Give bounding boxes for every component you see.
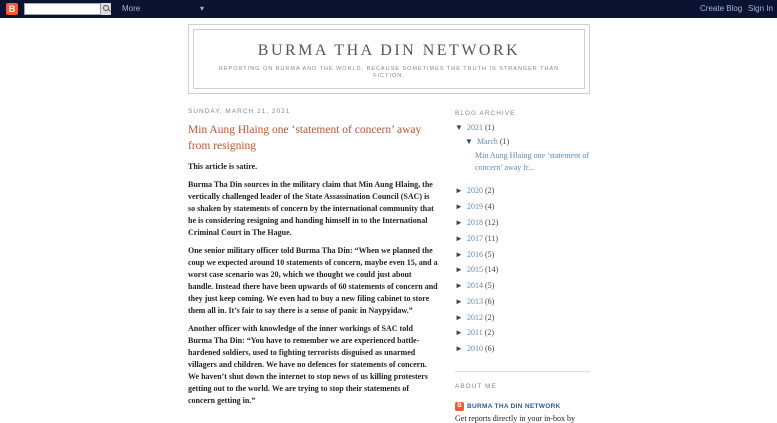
archive-count: (2) xyxy=(485,186,495,195)
archive-post-link[interactable]: Min Aung Hlaing one ‘statement of concern’ away fr... xyxy=(475,151,589,172)
blogger-profile-icon[interactable]: B xyxy=(455,402,464,411)
archive-year-2018[interactable] xyxy=(455,217,498,229)
archive-count: (1) xyxy=(485,123,495,132)
collapse-toggle-icon[interactable]: ▼ xyxy=(465,137,473,146)
archive-year-2013[interactable] xyxy=(455,296,494,308)
blog-archive-heading: BLOG ARCHIVE xyxy=(455,110,516,117)
expand-toggle-icon[interactable]: ► xyxy=(455,344,463,353)
expand-toggle-icon[interactable]: ► xyxy=(455,313,463,322)
blog-description: REPORTING ON BURMA AND THE WORLD, BECAUSE SOMETIMES THE TRUTH IS STRANGER THAN FICTION. xyxy=(218,66,560,79)
main-column xyxy=(188,108,438,413)
archive-year-2019[interactable] xyxy=(455,201,494,213)
archive-year-label[interactable]: 2011 xyxy=(467,328,483,337)
expand-toggle-icon[interactable]: ► xyxy=(455,202,463,211)
expand-toggle-icon[interactable]: ► xyxy=(455,281,463,290)
archive-count: (6) xyxy=(485,297,495,306)
archive-count: (2) xyxy=(484,328,495,337)
expand-toggle-icon[interactable]: ► xyxy=(455,250,463,259)
expand-toggle-icon[interactable]: ► xyxy=(455,234,463,243)
post-paragraph: Burma Tha Din sources in the military claim that Min Aung Hlaing, the vertically challenged leader of the State Assassination Council (SAC) is so shaken by statements of concern by the international community that he is considering resigning and handing himself in to the International Criminal Court in The Hague. xyxy=(188,180,434,237)
archive-count: (1) xyxy=(499,137,510,146)
archive-year-label[interactable]: 2018 xyxy=(467,218,483,227)
expand-toggle-icon[interactable]: ► xyxy=(455,218,463,227)
blog-header xyxy=(188,24,590,94)
archive-count: (12) xyxy=(485,218,499,227)
create-blog-link[interactable]: Create Blog xyxy=(700,4,743,13)
archive-year-2014[interactable] xyxy=(455,280,494,292)
post-paragraph: Another officer with knowledge of the inner workings of SAC told Burma Tha Din: “You have to remember we are experienced battle-hardened soldiers, used to fighting terrorists disguised as unarmed villagers and children. We have no defences for statements of concern. We haven’t shut down the internet to stop news of us killing protesters getting out to the world. We are trying to stop their statements of concern getting in.” xyxy=(188,324,428,405)
post-date: SUNDAY, MARCH 21, 2021 xyxy=(188,108,291,115)
archive-count: (5) xyxy=(485,281,495,290)
more-menu-button[interactable]: More xyxy=(122,4,141,13)
archive-year-label[interactable]: 2015 xyxy=(467,265,483,274)
archive-year-2012[interactable] xyxy=(455,312,494,324)
archive-year-2021[interactable] xyxy=(455,122,494,134)
archive-year-label[interactable]: 2016 xyxy=(467,250,483,259)
sidebar-divider xyxy=(455,371,590,372)
blog-header-inner xyxy=(193,29,585,89)
chevron-down-icon[interactable]: ▾ xyxy=(200,4,205,13)
archive-count: (6) xyxy=(485,344,495,353)
archive-month-march[interactable] xyxy=(465,136,509,148)
archive-year-label[interactable]: 2014 xyxy=(467,281,483,290)
archive-year-2011[interactable] xyxy=(455,327,494,339)
blog-title[interactable]: BURMA THA DIN NETWORK xyxy=(257,42,521,59)
about-me-heading: ABOUT ME xyxy=(455,383,497,390)
search-input[interactable] xyxy=(24,3,111,15)
blogger-logo-icon[interactable]: B xyxy=(6,3,18,15)
archive-year-label[interactable]: 2010 xyxy=(467,344,483,353)
archive-year-2020[interactable] xyxy=(455,185,494,197)
archive-count: (11) xyxy=(485,234,499,243)
blogger-navbar xyxy=(0,0,777,18)
profile-row[interactable] xyxy=(455,397,561,410)
archive-year-2016[interactable] xyxy=(455,249,494,261)
post-title[interactable]: Min Aung Hlaing one ‘statement of concern’ away from resigning xyxy=(188,124,422,152)
expand-toggle-icon[interactable]: ► xyxy=(455,297,463,306)
archive-count: (4) xyxy=(485,202,495,211)
search-icon[interactable] xyxy=(100,3,111,15)
profile-name-link[interactable]: BURMA THA DIN NETWORK xyxy=(467,402,561,410)
archive-year-label[interactable]: 2017 xyxy=(467,234,483,243)
archive-year-2015[interactable] xyxy=(455,264,498,276)
collapse-toggle-icon[interactable]: ▼ xyxy=(455,123,463,132)
archive-count: (2) xyxy=(485,313,495,322)
archive-year-label[interactable]: 2019 xyxy=(467,202,483,211)
archive-month-label[interactable]: March xyxy=(477,137,498,146)
archive-year-label[interactable]: 2013 xyxy=(467,297,483,306)
about-description: Get reports directly in your in-box by xyxy=(455,414,575,423)
archive-year-label[interactable]: 2020 xyxy=(467,186,483,195)
sign-in-link[interactable]: Sign In xyxy=(748,4,773,13)
archive-count: (14) xyxy=(485,265,499,274)
post-paragraph: This article is satire. xyxy=(188,162,258,171)
expand-toggle-icon[interactable]: ► xyxy=(455,328,463,337)
archive-year-2017[interactable] xyxy=(455,233,498,245)
archive-year-2010[interactable] xyxy=(455,343,494,355)
expand-toggle-icon[interactable]: ► xyxy=(455,186,463,195)
expand-toggle-icon[interactable]: ► xyxy=(455,265,463,274)
archive-year-label[interactable]: 2012 xyxy=(467,313,483,322)
archive-count: (5) xyxy=(485,250,495,259)
post-paragraph: One senior military officer told Burma Tha Din: “When we planned the coup we expected around 10 statements of concern, maybe even 15, and a worst case scenario was 20, which we thought we could just about handle. Instead there have been upwards of 60 statements of concern and they just keep coming. We even had to buy a new filing cabinet to store them all in. It’s fair to say there is a sense of panic in Naypyidaw.” xyxy=(188,246,438,315)
archive-year-label[interactable]: 2021 xyxy=(467,123,483,132)
post-body xyxy=(188,161,438,407)
